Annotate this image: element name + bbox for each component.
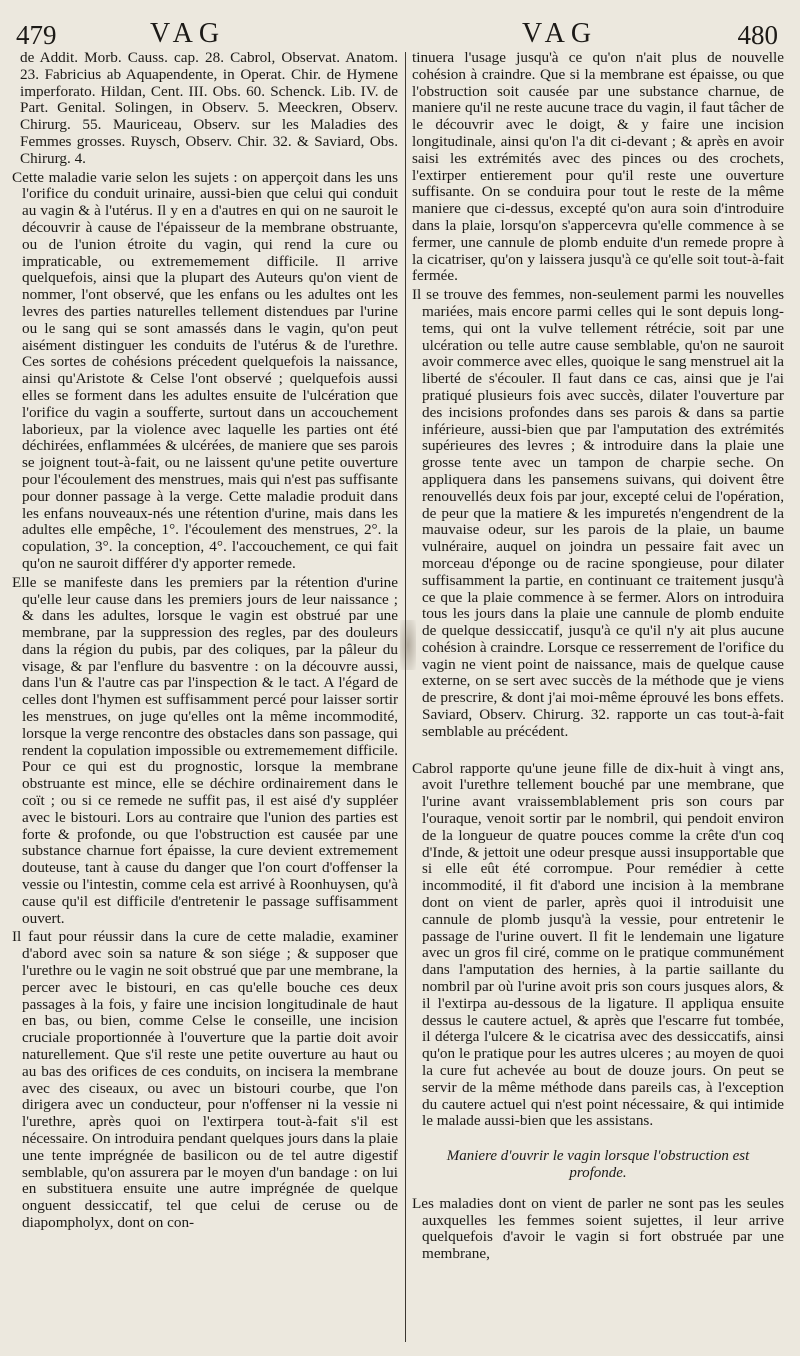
running-header: [0, 6, 800, 50]
right-headword: VAG: [522, 18, 598, 49]
left-paragraph-1: Cette maladie varie selon les sujets : on apperçoit dans les uns l'orifice du conduit urinaire, aussi-bien que celui qui conduit au vagin & à l'utérus. Il y en a d'autres en qui on ne sauroit le découvrir à cause de l'épaisseur de la membrane obstruante, ou de l'union étroite du vagin, qui rend la cure ou impraticable, ou extrememement difficile. Il arrive quelquefois, ainsi que la plupart des Auteurs qu'on vient de nommer, l'ont observé, que les enfans ou les adultes ont les levres des parties naturelles tellement distendues par l'urine ou le sang qui se sont amassés dans le vagin, qu'on peut aisément distinguer les conduits de l'utérus & de l'urethre. Ces sortes de cohésions précedent quelquefois la naissance, ainsi qu'Aristote & Celse l'ont observé ; quelquefois aussi elles se forment dans les adultes ensuite de l'ulcération que l'orifice du vagin a soufferte, surtout dans un accouchement laborieux, par la violence avec laquelle les parties ont été déchirées, enflammées & ulcérées, de maniere que ses parois se joignent tout-à-fait, ou ne laissent qu'une petite ouverture pour l'écoulement des menstrues, mais qui n'est pas suffisante pour donner passage à la verge. Cette maladie produit dans les enfans nouveaux-nés une rétention d'urine, mais dans les adultes elle empêche, 1°. l'écoulement des menstrues, 2°. la copulation, 3°. la conception, 4°. l'accouchement, ce qui fait qu'on ne sauroit différer d'y apporter remede.: [12, 168, 398, 572]
right-page-number: 480: [737, 20, 778, 50]
left-column: [12, 50, 398, 1232]
right-paragraph-3: Cabrol rapporte qu'une jeune fille de dix-huit à vingt ans, avoit l'urethre tellement bouché par une membrane, que l'urine avant vraissemblablement pris son cours par l'ouraque, venoit sortir par le nombril, qui pendoit environ de la longueur de quatre pouces comme la crête d'un coq d'Inde, & jettoit une odeur presque aussi insupportable que si elle eût été corrompue. Pour remédier à cette incommodité, il fit d'abord une incision à la membrane dont on vient de parler, après quoi il introduisit une cannule de plomb jusqu'à la vessie, pour entretenir le passage de l'urine ouvert. Il fit le lendemain une ligature avec un gros fil ciré, comme on le pratique communément dans l'amputation des hernies, à la partie saillante du nombril par où l'urine avoit pris son cours jusques alors, & il l'extirpa au-dessous de la ligature. Il appliqua ensuite dessus le cautere actuel, & après que l'escarre fut tombée, il déterga l'ulcere & le cicatrisa avec des dessiccatifs, ainsi qu'on le pratique pour les autres ulceres ; au moyen de quoi la cure fut achevée au bout de douze jours. On peut se servir de la même méthode dans pareils cas, à l'exception du cautere actuel qui n'est point nécessaire, & qui intimide le malade aussi-bien que les assistans.: [412, 759, 784, 1130]
left-headword: VAG: [150, 18, 226, 49]
right-paragraph-4: Les maladies dont on vient de parler ne sont pas les seules auxquelles les femmes soient sujettes, il leur arrive quelquefois d'avoir le vagin si fort obstruée par une membrane,: [412, 1194, 784, 1263]
right-column: [412, 50, 784, 1263]
left-paragraph-2: Elle se manifeste dans les premiers par la rétention d'urine qu'elle leur cause dans les premiers jours de leur naissance ; & dans les adultes, lorsque le vagin est obstrué par une membrane, par la suppression des regles, par des douleurs dans la région du pubis, par des coliques, par la pâleur du visage, & par l'enflure du basventre : on la découvre aussi, dans l'un & l'autre cas par l'inspection & le tact. A l'égard de celles dont l'hymen est suffisamment percé pour laisser sortir les menstrues, on juge qu'elles ont la même incommodité, lorsque la verge rencontre des obstacles dans son passage, qui rendent la copulation impossible ou extrememement difficile. Pour ce qui est du prognostic, lorsque la membrane obstruante est mince, elle se déchire ordinairement dans le coït ; ou si ce remede ne suffit pas, il est aisé d'y suppléer avec le bistouri. Lors au contraire que l'union des parties est forte & profonde, ou que l'obstruction est causée par une substance charnue fort épaisse, la cure devient extremement douteuse, tant à cause du danger que l'on court d'offenser la vessie ou l'intestin, comme cela est arrivé à Roonhuysen, qu'à cause qu'il est difficile d'entretenir le passage suffisamment ouvert.: [12, 573, 398, 927]
right-paragraph-1: tinuera l'usage jusqu'à ce qu'on n'ait plus de nouvelle cohésion à craindre. Que si la membrane est épaisse, ou que l'obstruction soit causée par une substance charnue, de maniere qu'il ne reste aucune trace du vagin, il faut tâcher de le découvrir avec le doigt, & y faire une incision longitudinale, ainsi qu'on l'a dit ci-devant ; & après en avoir saisi les extrémités avec des pinces ou des crochets, l'extirper entierement pour qu'il reste une ouverture suffisante. On se conduira pour tout le reste de la même maniere que ci-dessus, excepté qu'on aura soin d'introduire dans la plaie, lorsqu'on s'appercevra qu'elle commence à se fermer, une cannule de plomb enduite d'un remede propre à la cicatriser, qu'on y laissera jusqu'à ce qu'elle soit tout-à-fait fermée.: [412, 49, 784, 285]
left-paragraph-3: Il faut pour réussir dans la cure de cette maladie, examiner d'abord avec soin sa nature & son siége ; & supposer que l'urethre ou le vagin ne soit obstrué que par une membrane, la percer avec le bistouri, en cas qu'elle bouche ces deux passages à la fois, y faire une incision longitudinale de haut en bas, ou bien, comme Celse le conseille, une incision cruciale proportionnée à l'ouverture que la partie doit avoir naturellement. Que s'il reste une petite ouverture au haut ou au bas des orifices de ces conduits, on incisera la membrane avec des ciseaux, ou avec un bistouri courbe, que l'on dirigera avec un conducteur, pour n'offenser ni la vessie ni l'urethre, après quoi on l'extirpera tout-à-fait s'il est nécessaire. On introduira pendant quelques jours dans la plaie une tente imprégnée de basilicon ou de tel autre digestif semblable, qu'on assurera par le moyen d'un bandage : on lui en substituera ensuite une autre imprégnée de quelque onguent dessiccatif, tel que celui de ceruse ou de diapompholyx, dont on con-: [12, 928, 398, 1231]
left-page-number: 479: [16, 20, 57, 50]
right-paragraph-2: Il se trouve des femmes, non-seulement parmi les nouvelles mariées, mais encore parmi celles qui le sont depuis long-tems, qui ont la vulve tellement rétrécie, soit par une ulcération ou telle autre cause semblable, qu'on ne sauroit avoir commerce avec elles, quoique le sang menstruel ait la liberté de s'écouler. Il faut dans ce cas, ainsi que je l'ai pratiqué plusieurs fois avec succès, dilater l'ouverture par des incisions profondes dans ses parois & dans sa partie inférieure, aussi-bien que par l'amputation des extrémités supérieures des levres ; & introduire dans la plaie une grosse tente avec un tampon de charpie seche. On appliquera dans les pansemens suivans, qui doivent être renouvellés deux fois par jour, excepté celui de l'opération, de peur que la matiere & les impuretés n'engendrent de la mauvaise odeur, sur les parois de la plaie, un baume vulnéraire, auquel on joindra un pessaire fait avec un morceau d'éponge ou de racine spongieuse, pour dilater suffisamment la partie, en continuant ce traitement jusqu'à ce que la plaie commence à se fermer. Alors on introduira tous les jours dans la plaie une cannule de plomb enduite de quelque dessiccatif, jusqu'à ce qu'il n'y ait plus aucune cohésion à craindre. Lorsque ce resserrement de l'orifice du vagin ne vient point de naissance, mais de quelque cause externe, on se sert avec succès de la méthode que je viens de prescrire, & dont j'ai moi-même éprouvé les bons effets. Saviard, Observ. Chirurg. 32. rapporte un cas tout-à-fait semblable au précédent.: [412, 286, 784, 740]
column-divider: [405, 52, 406, 1342]
section-subheading: Maniere d'ouvrir le vagin lorsque l'obstruction est profonde.: [446, 1148, 750, 1181]
references-paragraph: de Addit. Morb. Causs. cap. 28. Cabrol, Observat. Anatom. 23. Fabricius ab Aquapendente, in Operat. Chir. de Hymene imperforato. Hildan, Cent. III. Obs. 60. Schenck. Lib. IV. de Part. Genital. Solingen, in Observ. 5. Meeckren, Observ. Chirurg. 55. Mauriceau, Observ. sur les Maladies des Femmes grosses. Ruysch, Observ. Chir. 32. & Saviard, Obs. Chirurg. 4.: [20, 49, 398, 167]
